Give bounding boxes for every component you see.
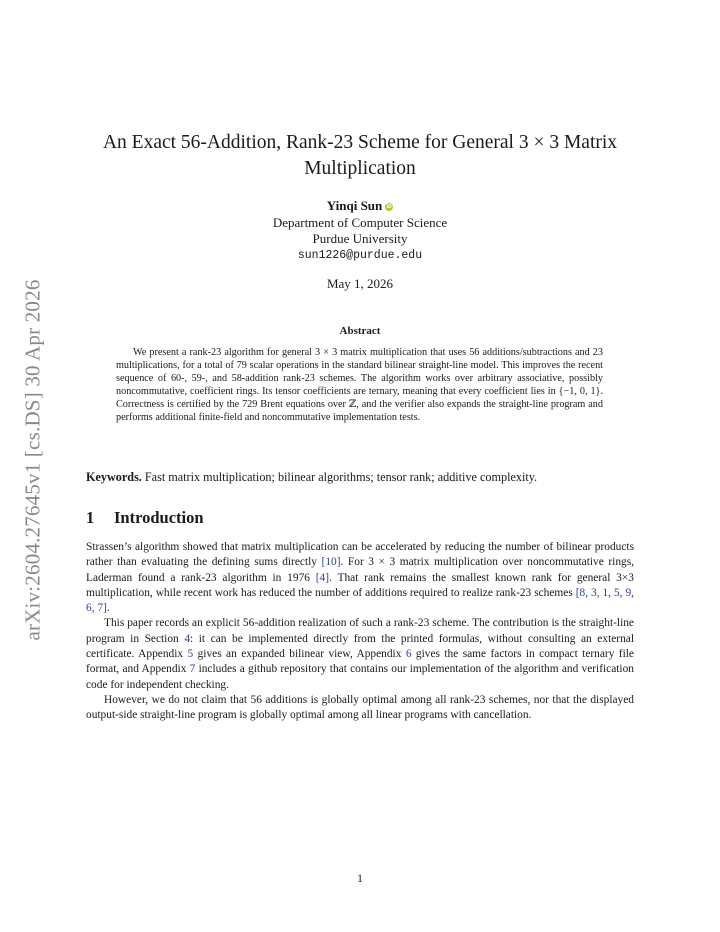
section-link[interactable]: 4 <box>184 632 191 645</box>
appendix-link[interactable]: 5 <box>187 648 194 661</box>
author-department: Department of Computer Science <box>272 214 448 230</box>
paragraph-text: gives the same factors in compact ternary file format, and Appendix <box>86 648 634 676</box>
citation-link[interactable]: [4] <box>315 571 330 584</box>
keywords-text: Fast matrix multiplication; bilinear algorithms; tensor rank; additive complexity. <box>144 470 538 484</box>
paper-title-line-1: An Exact 56-Addition, Rank-23 Scheme for General 3 × 3 Matrix <box>102 132 618 153</box>
paragraph-3: However, we do not claim that 56 additions is globally optimal among all rank-23 schemes, nor that the displayed output-side straight-line program is globally optimal among all linear programs with cancellation. <box>86 693 634 722</box>
paragraph-2 <box>86 616 634 692</box>
paragraph-text: This paper records an explicit 56-addition realization of such a rank-23 scheme. The contribution is the straight-line program in Section <box>86 617 634 645</box>
paragraph-text: : it can be implemented directly from the printed formulas, without consulting an external certificate. Appendix <box>86 632 634 661</box>
orcid-icon[interactable]: iD <box>386 204 392 210</box>
publication-date: May 1, 2026 <box>326 276 394 291</box>
arxiv-sidebar-stamp <box>18 260 48 660</box>
citation-link[interactable]: [8, 3, 1, 5, 9, 6, 7] <box>86 586 634 615</box>
abstract-heading: Abstract <box>339 325 381 337</box>
paragraph-1 <box>86 540 634 616</box>
appendix-link[interactable]: 6 <box>405 648 412 661</box>
paragraph-text: . For 3 × 3 matrix multiplication over noncommutative rings, Laderman found a rank-23 algorithm in 1976 <box>86 556 634 584</box>
page-number: 1 <box>357 871 363 885</box>
paper-title-line-2: Multiplication <box>304 158 416 179</box>
section-number: 1 <box>86 508 95 527</box>
section-title: Introduction <box>114 508 204 527</box>
author-block <box>86 198 634 264</box>
paragraph-text: . That rank remains the smallest known rank for general 3×3 multiplication, while recent work has reduced the number of additions required to realize rank-23 schemes <box>86 571 634 599</box>
paragraph-text: gives an expanded bilinear view, Appendix <box>193 648 406 661</box>
author-email[interactable]: sun1226@purdue.edu <box>297 248 423 262</box>
paragraph-text: includes a github repository that contains our implementation of the algorithm and verification code for independent checking. <box>86 663 634 691</box>
paper-title <box>86 130 634 182</box>
arxiv-identifier: arXiv:2604.27645v1 [cs.DS] 30 Apr 2026 <box>20 279 45 641</box>
paragraph-text: . <box>106 602 110 615</box>
author-university: Purdue University <box>312 231 408 246</box>
author-name: Yinqi Sun <box>326 198 383 213</box>
section-heading-introduction <box>86 508 634 528</box>
citation-link[interactable]: [10] <box>321 556 341 569</box>
appendix-link[interactable]: 7 <box>189 663 196 676</box>
abstract-text: We present a rank-23 algorithm for general 3 × 3 matrix multiplication that uses 56 additions/subtractions and 23 multiplications, for a total of 79 scalar operations in the standard bilinear straight-line model. This improves the recent sequence of 60-, 59-, and 58-addition rank-23 schemes. The algorithm works over arbitrary associative, possibly noncommutative, coefficient rings. Its tensor coefficients are ternary, meaning that every coefficient lies in {−1, 0, 1}. Correctness is certified by the 729 Brent equations over ℤ, and the verifier also expands the straight-line program and performs additional finite-field and noncommutative implementation tests. <box>116 347 603 423</box>
keywords-label: Keywords. <box>86 470 142 484</box>
keywords-line <box>86 470 634 485</box>
abstract-body <box>116 347 603 424</box>
paragraph-text: Strassen’s algorithm showed that matrix multiplication can be accelerated by reducing the number of bilinear products rather than evaluating the defining sums directly <box>86 541 634 569</box>
introduction-body <box>86 540 634 724</box>
